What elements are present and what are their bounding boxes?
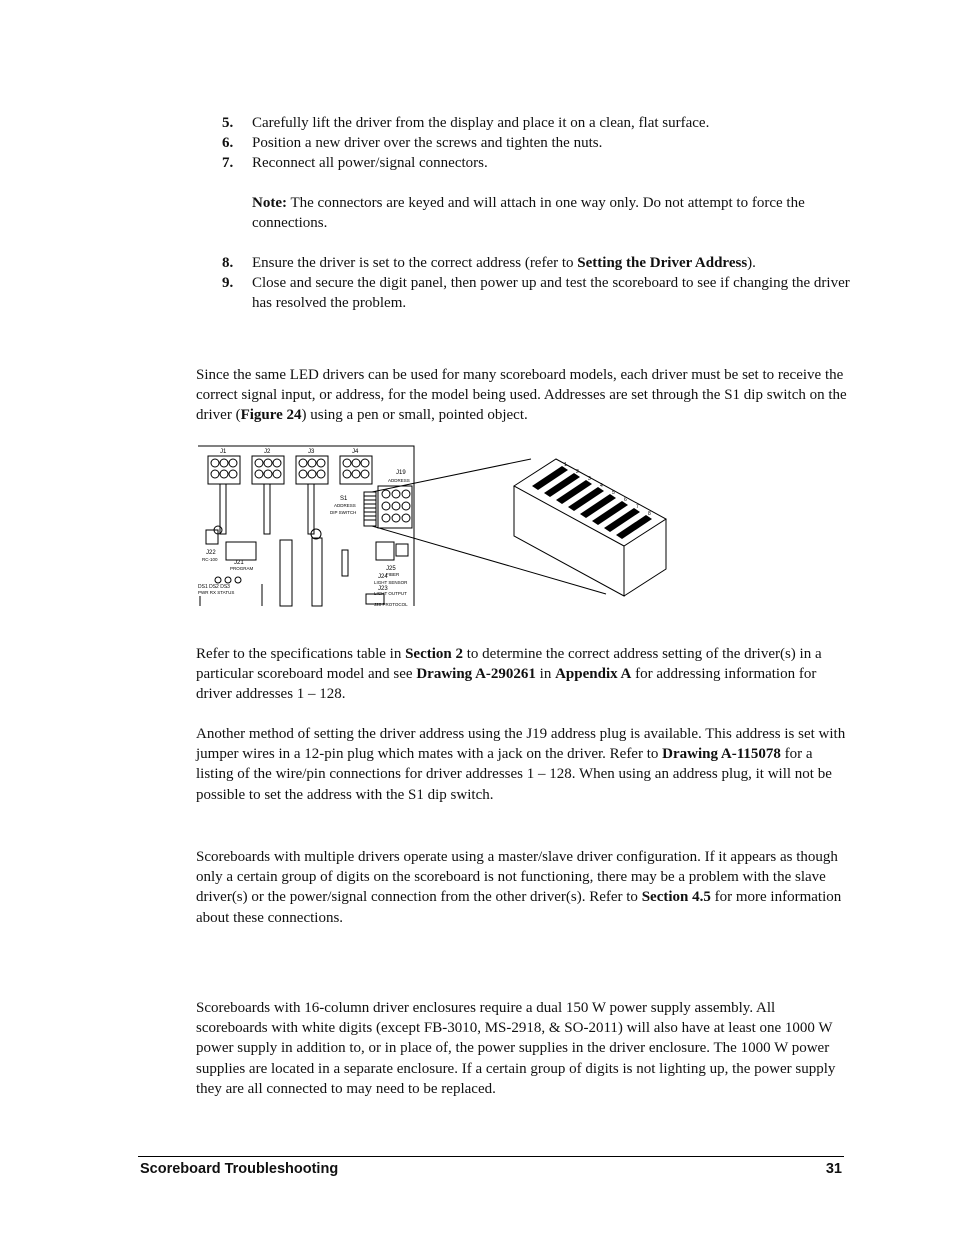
label-j19: J19 xyxy=(396,470,406,476)
step-number: 6. xyxy=(222,135,234,151)
switch-number: 2 xyxy=(576,469,579,475)
label-s1: S1 xyxy=(340,496,348,502)
step-text: Close and secure the digit panel, then power up and test the scoreboard to see if changing the driver has resolved the problem. xyxy=(252,275,850,311)
step-text: Carefully lift the driver from the display and place it on a clean, flat surface. xyxy=(252,115,710,131)
step-text: Reconnect all power/signal connectors. xyxy=(252,155,488,171)
connector-j1 xyxy=(208,456,240,534)
address-jack-j19 xyxy=(378,486,412,528)
step-number: 5. xyxy=(222,115,234,131)
label-s1-address: ADDRESS xyxy=(334,503,356,508)
power-supply-paragraph: Scoreboards with 16-column driver enclosures require a dual 150 W power supply assembly. All scoreboards with white digits (except FB-3010, MS-2918, & SO-2011) will also have at least one 1000 W power supply in addition to, or in place of, the power supplies in the driver enclosure. The 1000 W power supplies are located in a separate enclosure. If a certain group of digits is not lighting up, the power supply they are all connected to may need to be replaced. xyxy=(196,1000,836,1097)
page-number: 31 xyxy=(825,1161,842,1177)
switch-number: 1 xyxy=(564,462,567,468)
figure-24-driver-diagram xyxy=(196,444,676,609)
label-light-output: LIGHT OUTPUT xyxy=(374,591,407,596)
step-text: Position a new driver over the screws and tighten the nuts. xyxy=(252,135,603,151)
switch-number: 8 xyxy=(648,511,651,517)
label-j22: J22 xyxy=(206,550,216,556)
step-text: Ensure the driver is set to the correct address (refer to Setting the Driver Address). xyxy=(252,255,756,271)
connector-j4 xyxy=(340,456,372,484)
steps-list xyxy=(222,113,862,313)
link-setting-driver-address: Setting the Driver Address xyxy=(577,255,748,271)
label-ds-sub: PWR RX STATUS xyxy=(198,590,235,595)
address-plug-paragraph: Another method of setting the driver address using the J19 address plug is available. This address is set with jumper wires in a 12-pin plug which mates with a jack on the driver. Refer to Drawing A-115078 for a listing of the wire/pin connections for driver addresses 1 – 128. When using an address plug, it will not be possible to set the address with the S1 dip switch. xyxy=(196,726,846,803)
connector-j2 xyxy=(252,456,284,534)
list-item xyxy=(222,133,862,153)
label-dip-switch: DIP SWITCH xyxy=(330,510,357,515)
list-item xyxy=(222,113,862,133)
step-number: 7. xyxy=(222,155,234,171)
label-address: ADDRESS xyxy=(388,478,410,483)
label-rc100: RC-100 xyxy=(202,557,218,562)
switch-number: 3 xyxy=(588,476,591,482)
switch-number: 4 xyxy=(600,483,603,489)
list-item xyxy=(222,153,862,173)
label-j1: J1 xyxy=(220,449,227,455)
label-j4: J4 xyxy=(352,449,359,455)
note-label: Note: xyxy=(252,195,287,211)
label-j20-protocol: J20 PROTOCOL xyxy=(374,602,408,607)
footer-title: Scoreboard Troubleshooting xyxy=(140,1161,339,1177)
connector-j3 xyxy=(296,456,328,534)
label-j23: J23 xyxy=(378,586,388,592)
switch-number: 5 xyxy=(612,490,615,496)
address-paragraph: Since the same LED drivers can be used for many scoreboard models, each driver must be set to receive the correct signal input, or address, for the model being used. Addresses are set through the S1 dip switch on the driver (Figure 24) using a pen or small, pointed object. xyxy=(196,367,847,424)
label-j3: J3 xyxy=(308,449,315,455)
switch-number: 7 xyxy=(636,504,639,510)
switch-number: 6 xyxy=(624,497,627,503)
spec-paragraph: Refer to the specifications table in Section 2 to determine the correct address setting of the driver(s) in a particular scoreboard model and see Drawing A-290261 in Appendix A for addressing information for driver addresses 1 – 128. xyxy=(196,646,822,703)
label-fiber: FIBER xyxy=(386,572,400,577)
label-j21: J21 xyxy=(234,560,244,566)
master-slave-paragraph: Scoreboards with multiple drivers operate using a master/slave driver configuration. If it appears as though only a certain group of digits on the scoreboard is not functioning, there may be a problem with the slave driver(s) or the power/signal connection from the other driver(s). Refer to Section 4.5 for more information about these connections. xyxy=(196,849,842,926)
label-j25: J25 xyxy=(386,566,396,572)
page-footer xyxy=(140,1161,842,1177)
list-item xyxy=(222,253,862,273)
note-text: The connectors are keyed and will attach in one way only. Do not attempt to force the connections. xyxy=(252,195,805,231)
label-ds: DS1 DS2 DS3 xyxy=(198,584,230,590)
dip-switch-s1 xyxy=(364,492,376,526)
label-j24: J24 xyxy=(378,574,388,580)
label-j2: J2 xyxy=(264,449,271,455)
label-light-sensor: LIGHT SENSOR xyxy=(374,580,408,585)
step-number: 8. xyxy=(222,255,234,271)
label-program: PROGRAM xyxy=(230,566,254,571)
note-block xyxy=(252,193,862,233)
footer-divider xyxy=(138,1156,844,1157)
step-number: 9. xyxy=(222,275,234,291)
list-item xyxy=(222,273,862,313)
